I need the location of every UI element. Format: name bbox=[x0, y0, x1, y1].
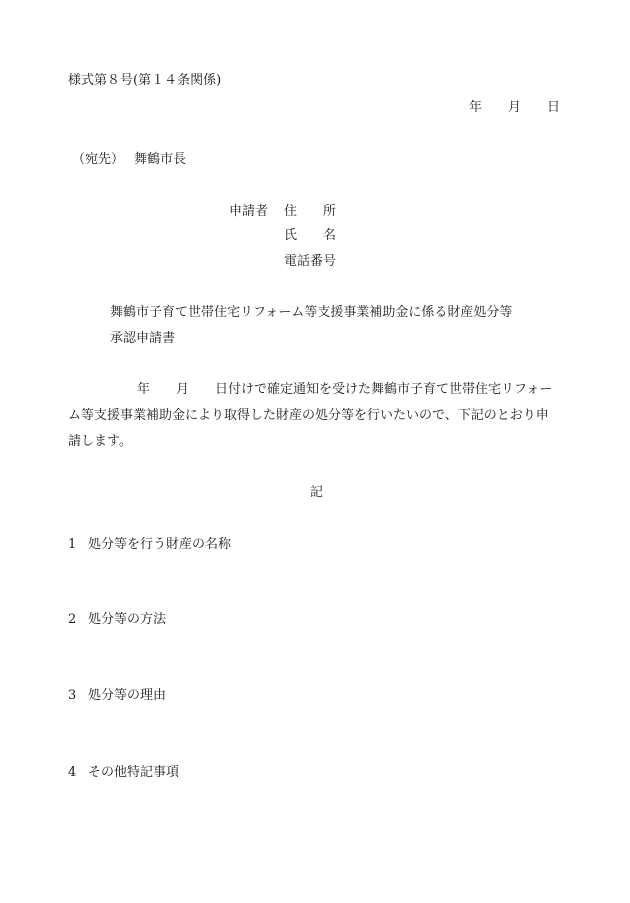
document-title-line-1: 舞鶴市子育て世帯住宅リフォーム等支援事業補助金に係る財産処分等 bbox=[110, 305, 513, 320]
list-item bbox=[68, 689, 166, 702]
list-item bbox=[68, 613, 166, 626]
item-number: 4 bbox=[68, 765, 77, 780]
body-month-label: 月 bbox=[176, 382, 190, 397]
addressee-name: 舞鶴市長 bbox=[134, 152, 187, 167]
address-label-char-2: 所 bbox=[323, 204, 337, 219]
address-label-char-1: 住 bbox=[284, 204, 298, 219]
name-label-char-1: 氏 bbox=[284, 228, 298, 243]
body-line-1 bbox=[137, 383, 552, 396]
applicant-label: 申請者 bbox=[229, 204, 269, 219]
form-number: 様式第８号(第１４条関係) bbox=[68, 73, 222, 88]
body-line-1-text: 日付けで確定通知を受けた舞鶴市子育て世帯住宅リフォー bbox=[215, 382, 553, 397]
ki-heading: 記 bbox=[310, 485, 324, 500]
item-number: 3 bbox=[68, 688, 77, 703]
list-item bbox=[68, 766, 179, 779]
date-line bbox=[469, 101, 560, 114]
item-text: その他特記事項 bbox=[88, 765, 180, 780]
document-title-line-2: 承認申請書 bbox=[110, 331, 176, 346]
item-text: 処分等の理由 bbox=[88, 688, 167, 703]
name-label-char-2: 名 bbox=[323, 228, 337, 243]
item-number: 2 bbox=[68, 612, 77, 627]
body-year-label: 年 bbox=[137, 382, 151, 397]
phone-label: 電話番号 bbox=[284, 254, 337, 269]
addressee-prefix: （宛先） bbox=[72, 152, 125, 167]
date-month-label: 月 bbox=[508, 100, 522, 115]
body-line-2: ム等支援事業補助金により取得した財産の処分等を行いたいので、下記のとおり申 bbox=[68, 408, 549, 423]
list-item bbox=[68, 538, 231, 551]
addressee bbox=[72, 153, 186, 166]
date-year-label: 年 bbox=[469, 100, 483, 115]
body-line-3: 請します。 bbox=[68, 434, 132, 449]
address-label bbox=[284, 205, 336, 218]
item-number: 1 bbox=[68, 537, 77, 552]
item-text: 処分等を行う財産の名称 bbox=[88, 537, 232, 552]
date-day-label: 日 bbox=[547, 100, 561, 115]
item-text: 処分等の方法 bbox=[88, 612, 167, 627]
name-label bbox=[284, 229, 336, 242]
